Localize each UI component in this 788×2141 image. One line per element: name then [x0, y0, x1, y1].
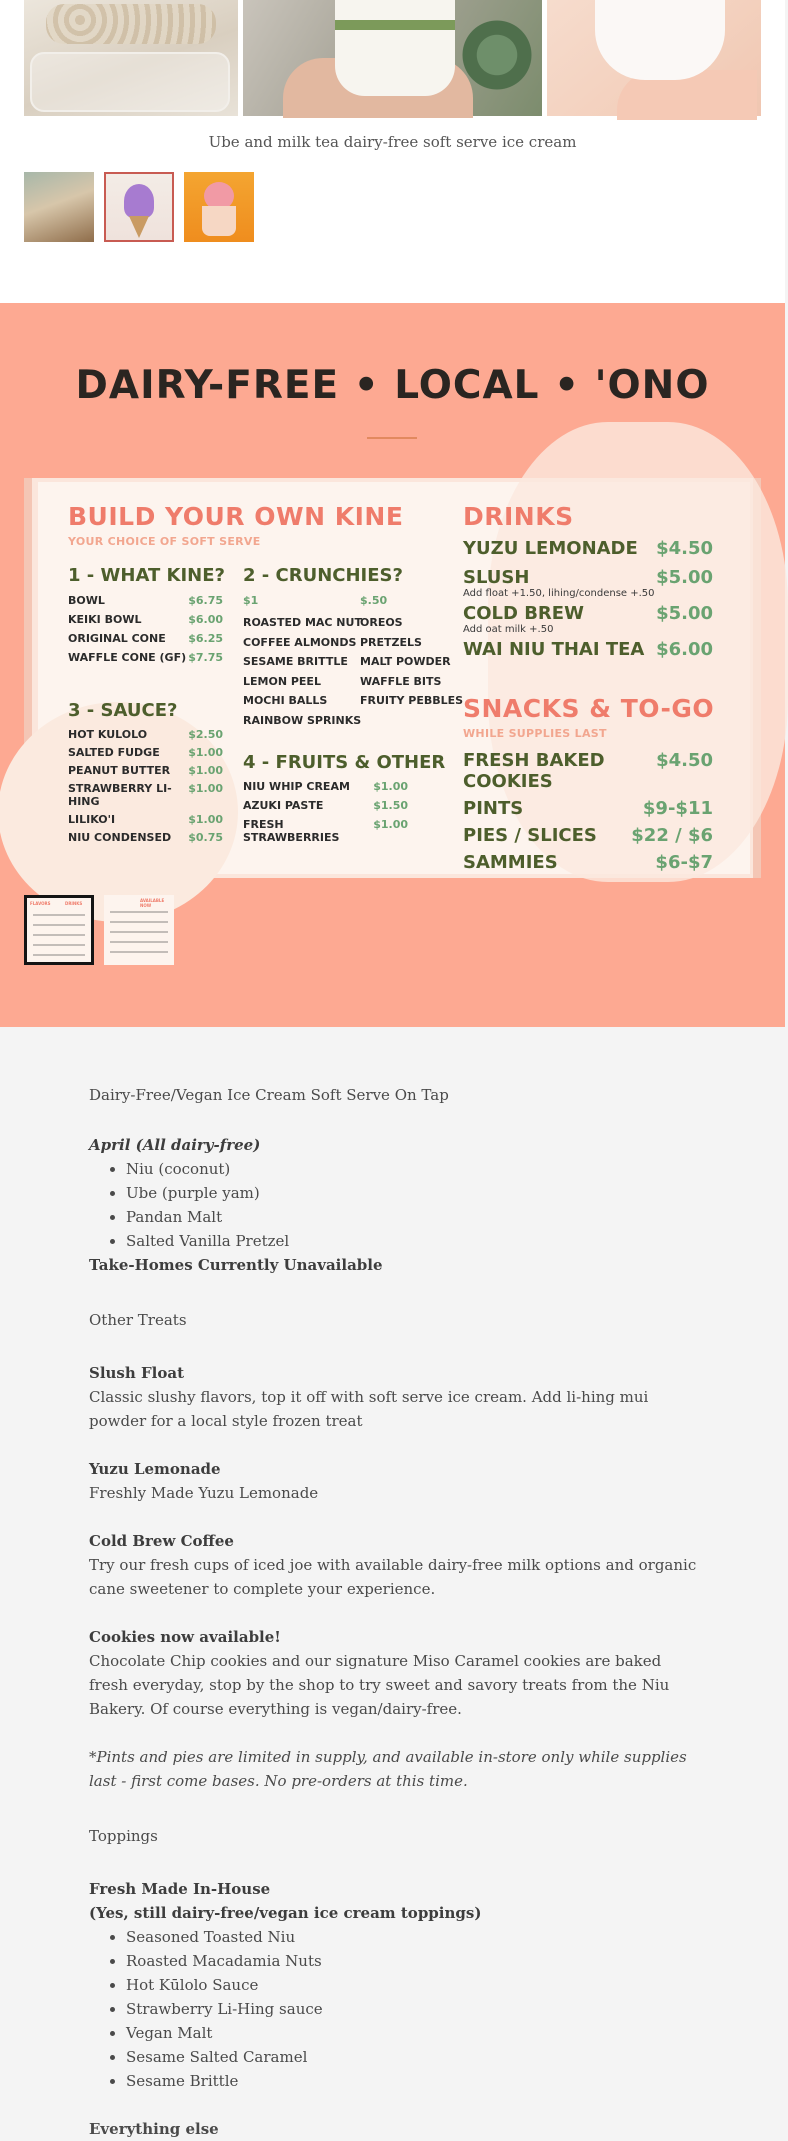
- menu-step2-price-2: $.50: [360, 594, 388, 607]
- gallery-image-nuts[interactable]: [24, 0, 238, 116]
- treat-title: Slush Float: [89, 1364, 185, 1382]
- menu-step2-col2: OREOS PRETZELS MALT POWDER WAFFLE BITS FRUITY PEBBLES: [360, 616, 464, 707]
- gallery-image-ube-cup[interactable]: [243, 0, 542, 116]
- gallery-thumbnail-3[interactable]: [184, 172, 254, 242]
- month-label: April (All dairy-free): [89, 1136, 261, 1154]
- menu-item-name: BOWL: [68, 594, 105, 607]
- menu-thumbnail-1[interactable]: FLAVORS DRINKS: [24, 895, 94, 965]
- menu-item-price: $1.00: [188, 746, 223, 759]
- treat-slush-float: [89, 1361, 699, 1433]
- cup-icon: [202, 206, 236, 236]
- drink-item: YUZU LEMONADE $4.50: [463, 538, 713, 559]
- photo-gallery: [0, 0, 785, 303]
- menu-item: FRESH STRAWBERRIES $1.00: [243, 818, 408, 844]
- menu-item-price: $7.75: [188, 651, 223, 664]
- menu-item: [68, 764, 223, 777]
- list-item: • Pandan Malt: [126, 1205, 699, 1229]
- pints-note: *Pints and pies are limited in supply, and available in-store only while supplies last - first come bases. No pre-orders at this time.: [89, 1748, 687, 1790]
- gallery-slideshow[interactable]: [24, 0, 761, 116]
- tray-image-detail: [30, 52, 230, 112]
- menu-item: [68, 632, 223, 645]
- menu-item-name: LILIKO'I: [68, 813, 116, 826]
- treat-title: Cookies now available!: [89, 1628, 281, 1646]
- list-item: • Ube (purple yam): [126, 1181, 699, 1205]
- cup-image-detail: [595, 0, 725, 80]
- menu-item-price: $6.75: [188, 594, 223, 607]
- take-home-status: Take-Homes Currently Unavailable: [89, 1256, 383, 1274]
- menu-item-name: SALTED FUDGE: [68, 746, 160, 759]
- treat-yuzu-lemonade: [89, 1457, 699, 1505]
- menu-step2-col1: ROASTED MAC NUT COFFEE ALMONDS SESAME BRITTLE LEMON PEEL MOCHI BALLS RAINBOW SPRINKS: [243, 616, 362, 727]
- menu-item: [68, 831, 223, 844]
- on-tap-heading: Dairy-Free/Vegan Ice Cream Soft Serve On Tap: [89, 1086, 449, 1104]
- menu-item-price: $2.50: [188, 728, 223, 741]
- treat-body: Freshly Made Yuzu Lemonade: [89, 1484, 319, 1502]
- menu-item-price: $1.00: [188, 782, 223, 795]
- menu-item-name: KEIKI BOWL: [68, 613, 142, 626]
- cup-band-image-detail: [335, 20, 455, 30]
- drinks-list: [463, 538, 713, 660]
- snack-item: PIES / SLICES $22 / $6: [463, 825, 713, 846]
- snacks-title: SNACKS & TO-GO: [463, 694, 715, 723]
- treat-title: Cold Brew Coffee: [89, 1532, 234, 1550]
- cone-icon: [129, 216, 149, 238]
- drink-item: SLUSH $5.00: [463, 567, 713, 588]
- menu-step4-list: [243, 780, 408, 844]
- menu-item: [68, 746, 223, 759]
- gallery-thumbnail-1[interactable]: [24, 172, 94, 242]
- menu-item-name: STRAWBERRY LI-HING: [68, 782, 172, 808]
- heading-divider: [367, 437, 417, 439]
- menu-item-name: NIU CONDENSED: [68, 831, 172, 844]
- treat-cold-brew: [89, 1529, 699, 1601]
- menu-slideshow[interactable]: [24, 478, 761, 878]
- treat-cookies: [89, 1625, 699, 1721]
- menu-item-name: PEANUT BUTTER: [68, 764, 171, 777]
- menu-item-price: $1.00: [188, 813, 223, 826]
- list-item: • Salted Vanilla Pretzel: [126, 1229, 699, 1253]
- menu-item-name: WAFFLE CONE (GF): [68, 651, 187, 664]
- menu-item-price: $1.00: [188, 764, 223, 777]
- drink-item: WAI NIU THAI TEA $6.00: [463, 639, 713, 660]
- gallery-thumbnail-2[interactable]: [104, 172, 174, 242]
- menu-item: AZUKI PASTE $1.50: [243, 799, 408, 812]
- list-item: • Hot Kūlolo Sauce: [126, 1973, 699, 1997]
- nuts-image-detail: [46, 4, 216, 44]
- list-item: • Seasoned Toasted Niu: [126, 1925, 699, 1949]
- menu-item: [68, 813, 223, 826]
- menu-step1-heading: 1 - WHAT KINE?: [68, 565, 225, 586]
- snacks-list: [463, 750, 713, 873]
- plant-image-detail: [462, 10, 532, 100]
- treat-title: Yuzu Lemonade: [89, 1460, 221, 1478]
- toppings-list: [89, 1925, 699, 2093]
- cup-image-detail: [335, 0, 455, 96]
- menu-item: [68, 651, 223, 664]
- fresh-sub: (Yes, still dairy-free/vegan ice cream toppings): [89, 1904, 482, 1922]
- list-item: • Vegan Malt: [126, 2021, 699, 2045]
- snack-item: SAMMIES $6-$7: [463, 852, 713, 873]
- list-item: • Sesame Brittle: [126, 2069, 699, 2093]
- menu-item: [68, 782, 223, 808]
- section-heading: DAIRY-FREE • LOCAL • 'ONO: [75, 363, 710, 408]
- list-item: • Sesame Salted Caramel: [126, 2045, 699, 2069]
- menu-step3-list: [68, 728, 223, 844]
- list-item: • Roasted Macadamia Nuts: [126, 1949, 699, 1973]
- soft-serve-swirl-icon: [124, 184, 154, 218]
- on-tap-block: [89, 1133, 699, 1277]
- list-item: • Niu (coconut): [126, 1157, 699, 1181]
- menu-item: [68, 613, 223, 626]
- other-treats-heading: Other Treats: [89, 1311, 187, 1329]
- menu-title: BUILD YOUR OWN KINE: [68, 502, 404, 531]
- fresh-label: Fresh Made In-House: [89, 1880, 271, 1898]
- menu-step2-price-1: $1: [243, 594, 259, 607]
- treat-body: Chocolate Chip cookies and our signature Miso Caramel cookies are baked fresh everyday, stop by the shop to try sweet and savory treats from the Niu Bakery. Of course everything is vegan/dairy-free.: [89, 1652, 670, 1718]
- menu-item: NIU WHIP CREAM $1.00: [243, 780, 408, 793]
- menu-item-name: HOT KULOLO: [68, 728, 148, 741]
- drink-item: COLD BREW $5.00: [463, 603, 713, 624]
- menu-item-price: $6.00: [188, 613, 223, 626]
- menu-item: [68, 728, 223, 741]
- menu-item-name: ORIGINAL CONE: [68, 632, 166, 645]
- drink-note: Add float +1.50, lihing/condense +.50: [463, 588, 655, 599]
- snack-item: PINTS $9-$11: [463, 798, 713, 819]
- menu-step4-heading: 4 - FRUITS & OTHER: [243, 752, 446, 773]
- flavor-list: [89, 1157, 699, 1253]
- menu-board-image: [38, 482, 750, 874]
- treat-body: Try our fresh cups of iced joe with available dairy-free milk options and organic cane sweetener to complete your experience.: [89, 1556, 697, 1598]
- toppings-heading: Toppings: [89, 1827, 158, 1845]
- snacks-subtitle: WHILE SUPPLIES LAST: [463, 727, 607, 740]
- menu-subtitle: YOUR CHOICE OF SOFT SERVE: [68, 535, 261, 548]
- drinks-title: DRINKS: [463, 502, 574, 531]
- menu-thumbnail-2[interactable]: AVAILABLE NOW: [104, 895, 174, 965]
- toppings-block: [89, 1877, 699, 2093]
- list-item: • Strawberry Li-Hing sauce: [126, 1997, 699, 2021]
- content-section: [0, 1027, 785, 2138]
- menu-section: [0, 303, 785, 1027]
- menu-step1-list: [68, 594, 223, 664]
- snack-item: FRESH BAKED COOKIES $4.50: [463, 750, 713, 792]
- menu-step2-heading: 2 - CRUNCHIES?: [243, 565, 403, 586]
- drink-note: Add oat milk +.50: [463, 624, 554, 635]
- menu-item: [68, 594, 223, 607]
- menu-item-price: $0.75: [188, 831, 223, 844]
- gallery-image-pink-cup[interactable]: [547, 0, 761, 116]
- menu-step3-heading: 3 - SAUCE?: [68, 700, 178, 721]
- treat-body: Classic slushy flavors, top it off with soft serve ice cream. Add li-hing mui powder for a local style frozen treat: [89, 1388, 649, 1430]
- gallery-caption: Ube and milk tea dairy-free soft serve ice cream: [208, 133, 577, 151]
- everything-else-label: Everything else: [89, 2120, 219, 2138]
- menu-item-price: $6.25: [188, 632, 223, 645]
